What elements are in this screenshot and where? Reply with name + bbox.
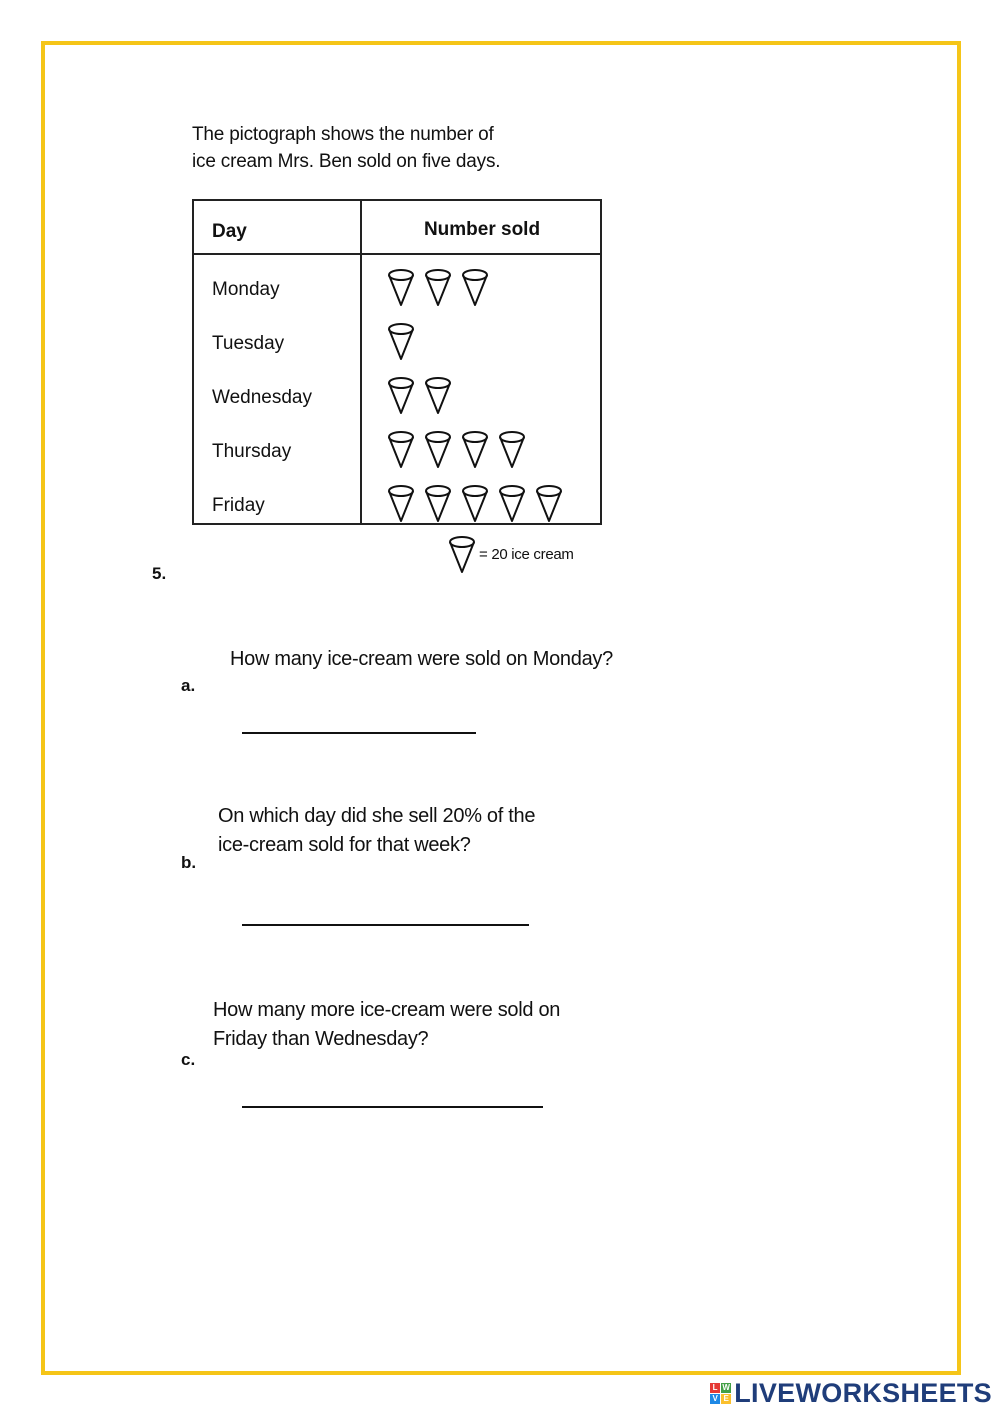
column-header-day: Day <box>212 221 247 242</box>
question-a-text <box>230 645 613 674</box>
ice-cream-cone-icon <box>500 432 524 467</box>
ice-cream-cone-icon <box>389 324 413 359</box>
day-label: Wednesday <box>212 387 312 408</box>
ice-cream-cone-icon <box>537 486 561 521</box>
logo-tile: V <box>710 1394 720 1404</box>
question-c-text <box>213 996 560 1054</box>
answer-line-b[interactable] <box>242 924 529 926</box>
pictograph-row-tuesday <box>194 313 600 367</box>
ice-cream-cone-icon <box>447 533 477 575</box>
day-label: Thursday <box>212 441 292 462</box>
intro-line-2: ice cream Mrs. Ben sold on five days. <box>192 151 501 172</box>
ice-cream-cone-icon <box>389 270 413 305</box>
pictograph-row-thursday <box>194 421 600 475</box>
liveworksheets-logo-icon <box>710 1383 731 1404</box>
logo-tile: E <box>721 1394 731 1404</box>
pictograph-row-monday <box>194 259 600 313</box>
ice-cream-cone-icon <box>426 432 450 467</box>
ice-cream-cone-icon <box>389 432 413 467</box>
ice-cream-cone-icon <box>463 432 487 467</box>
cone-group <box>384 429 584 473</box>
liveworksheets-brand <box>710 1378 992 1409</box>
intro-line-1: The pictograph shows the number of <box>192 124 494 145</box>
cone-group <box>384 375 584 419</box>
question-b-line-1: On which day did she sell 20% of the <box>218 805 536 827</box>
day-label: Monday <box>212 279 280 300</box>
question-c-line-1: How many more ice-cream were sold on <box>213 999 561 1021</box>
question-c-label: c. <box>181 1050 196 1069</box>
pictograph-row-wednesday <box>194 367 600 421</box>
question-b-label: b. <box>181 853 197 872</box>
ice-cream-cone-icon <box>463 486 487 521</box>
header-divider <box>194 253 600 255</box>
day-label: Friday <box>212 495 265 516</box>
cone-group <box>384 267 584 311</box>
day-label: Tuesday <box>212 333 285 354</box>
key-label: = 20 ice cream <box>479 545 574 563</box>
pictograph-row-friday <box>194 475 600 529</box>
question-b-line-2: ice-cream sold for that week? <box>218 834 471 856</box>
question-b-text <box>218 802 535 860</box>
column-header-number-sold: Number sold <box>423 219 541 240</box>
question-a-line-1: How many ice-cream were sold on Monday? <box>230 648 613 670</box>
question-number: 5. <box>152 564 167 583</box>
brand-name: LIVEWORKSHEETS <box>734 1378 992 1408</box>
question-c-line-2: Friday than Wednesday? <box>213 1028 429 1050</box>
answer-line-a[interactable] <box>242 732 476 734</box>
intro-text <box>192 121 500 175</box>
cone-group <box>384 321 584 365</box>
answer-line-c[interactable] <box>242 1106 543 1108</box>
ice-cream-cone-icon <box>426 270 450 305</box>
logo-tile: W <box>722 1383 731 1392</box>
ice-cream-cone-icon <box>426 378 450 413</box>
ice-cream-cone-icon <box>463 270 487 305</box>
ice-cream-cone-icon <box>426 486 450 521</box>
ice-cream-cone-icon <box>389 486 413 521</box>
logo-tile: L <box>710 1383 720 1393</box>
pictograph-table <box>192 199 602 525</box>
pictograph-key <box>447 533 574 575</box>
cone-group <box>384 483 584 527</box>
ice-cream-cone-icon <box>389 378 413 413</box>
question-a-label: a. <box>181 676 196 695</box>
ice-cream-cone-icon <box>500 486 524 521</box>
